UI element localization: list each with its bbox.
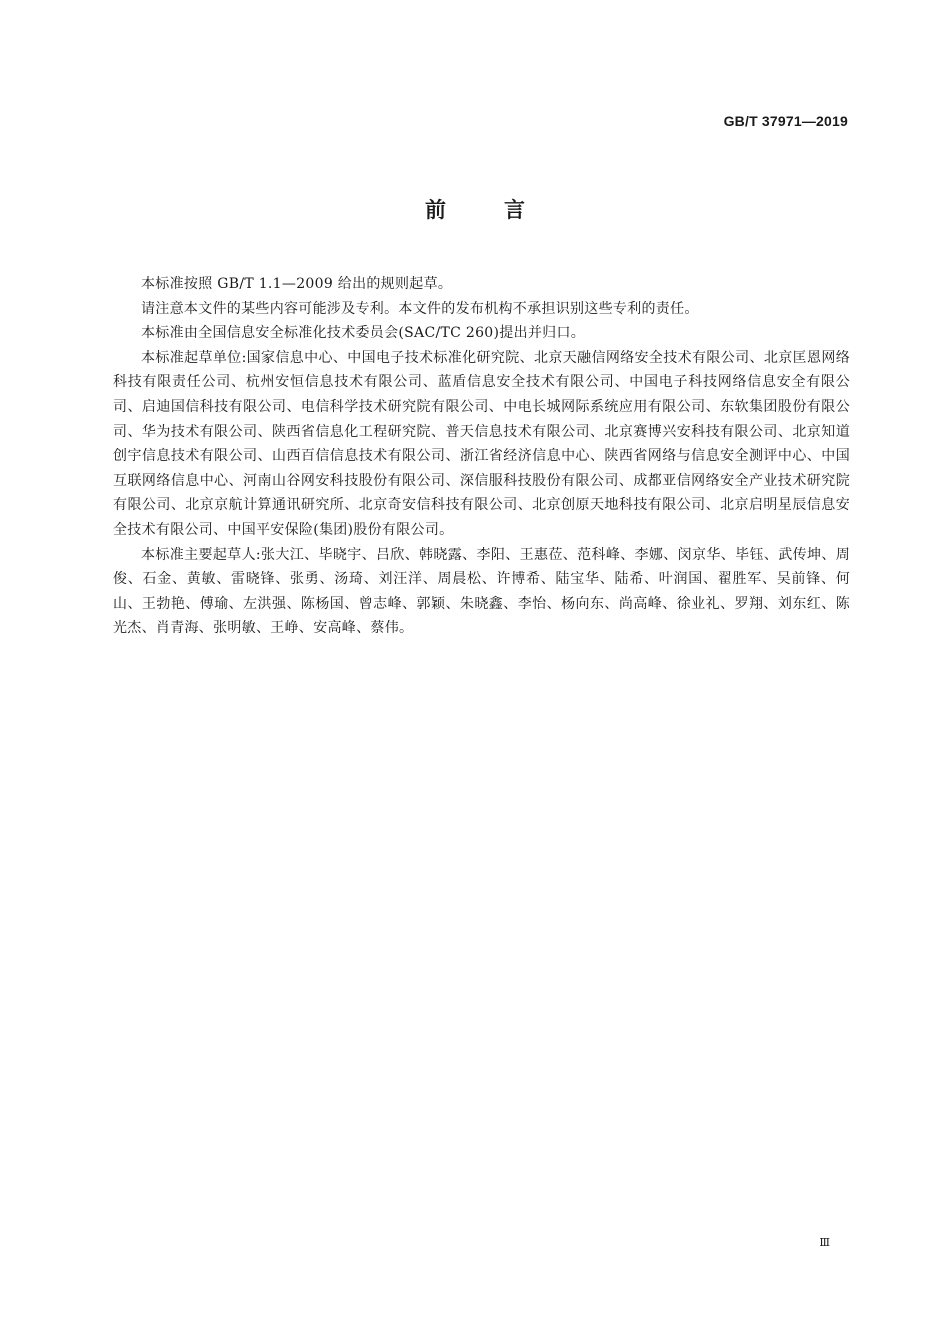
standard-number: GB/T 37971—2019 [723, 113, 848, 129]
paragraph-drafting-rules: 本标准按照 GB/T 1.1—2009 给出的规则起草。 [141, 276, 453, 292]
paragraph-proposer: 本标准由全国信息安全标准化技术委员会(SAC/TC 260)提出并归口。 [141, 325, 586, 342]
foreword-body [113, 272, 850, 641]
page-number: Ⅲ [819, 1236, 830, 1249]
paragraph-patent-notice: 请注意本文件的某些内容可能涉及专利。本文件的发布机构不承担识别这些专利的责任。 [141, 300, 699, 317]
page-title: 前言 [425, 198, 583, 222]
paragraph-main-drafters: 本标准主要起草人:张大江、毕晓宇、吕欣、韩晓露、李阳、王惠莅、范科峰、李娜、闵京华、毕钰、武传坤、周俊、石金、黄敏、雷晓锋、张勇、汤琦、刘汪洋、周晨松、许博希、陆宝华、陆希、叶润国、翟胜军、吴前锋、何山、王勃艳、傅瑜、左洪强、陈杨国、曾志峰、郭颖、朱晓鑫、李怡、杨向东、尚高峰、徐业礼、罗翔、刘东红、陈光杰、肖青海、张明敏、王峥、安高峰、蔡伟。 [113, 546, 850, 637]
paragraph-drafting-organizations: 本标准起草单位:国家信息中心、中国电子技术标准化研究院、北京天融信网络安全技术有限公司、北京匡恩网络科技有限责任公司、杭州安恒信息技术有限公司、蓝盾信息安全技术有限公司、中国电子科技网络信息安全有限公司、启迪国信科技有限公司、电信科学技术研究院有限公司、中电长城网际系统应用有限公司、东软集团股份有限公司、华为技术有限公司、陕西省信息化工程研究院、普天信息技术有限公司、北京赛博兴安科技有限公司、北京知道创宇信息技术有限公司、山西百信信息技术有限公司、浙江省经济信息中心、陕西省网络与信息安全测评中心、中国互联网络信息中心、河南山谷网安科技股份有限公司、深信服科技股份有限公司、成都亚信网络安全产业技术研究院有限公司、北京京航计算通讯研究所、北京奇安信科技有限公司、北京创原天地科技有限公司、北京启明星辰信息安全技术有限公司、中国平安保险(集团)股份有限公司。 [113, 349, 850, 538]
